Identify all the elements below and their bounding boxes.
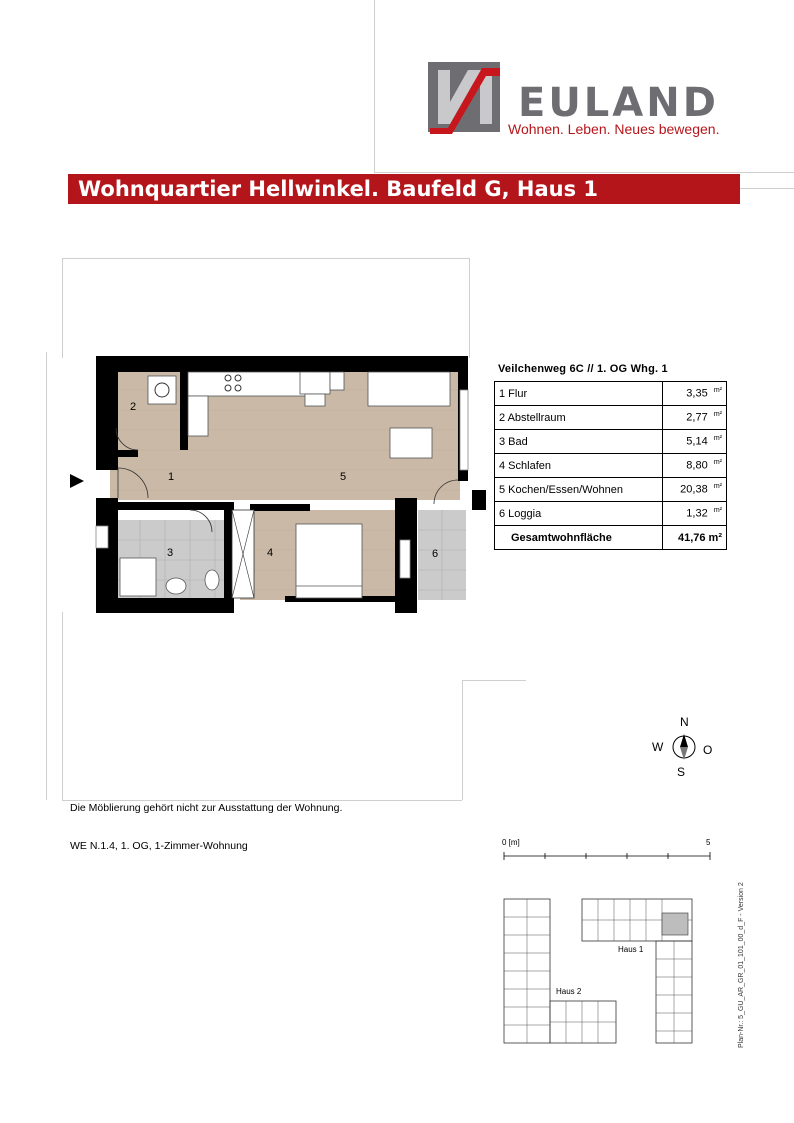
- scale-start: 0 [m]: [502, 838, 520, 847]
- room-number: 6: [432, 548, 439, 560]
- frame-line: [374, 172, 794, 173]
- scale-bar: [500, 850, 715, 862]
- plan-number: Plan-Nr.: 5_GU_AR_GR_01_101_00_d_F - Version 2: [738, 882, 745, 1048]
- room-area: 2,77 $^{m^2}$: [663, 406, 727, 430]
- frame-line: [62, 258, 63, 358]
- frame-line: [62, 258, 470, 259]
- apartment-highlight: [662, 913, 688, 935]
- table-row: [495, 430, 727, 454]
- logo-tagline: Wohnen. Leben. Neues bewegen.: [508, 121, 720, 137]
- room-area: 20,38 $^{m^2}$: [663, 478, 727, 502]
- house1-label: Haus 1: [618, 945, 644, 954]
- logo-n-mark: [428, 62, 508, 134]
- frame-line: [62, 612, 63, 800]
- neuland-logo: [428, 62, 740, 142]
- frame-line: [46, 352, 47, 800]
- frame-line: [62, 800, 462, 801]
- total-label: Gesamtwohnfläche: [495, 526, 663, 550]
- furniture-note: Die Möblierung gehört nicht zur Ausstattung der Wohnung.: [70, 802, 343, 814]
- room-area: 8,80 $^{m^2}$: [663, 454, 727, 478]
- table-row: [495, 454, 727, 478]
- table-row: [495, 478, 727, 502]
- house2-label: Haus 2: [556, 987, 582, 996]
- room-number: 2: [130, 401, 137, 413]
- table-row: [495, 502, 727, 526]
- room-label: 3 Bad: [495, 430, 663, 454]
- compass: [648, 712, 718, 782]
- unit-note: WE N.1.4, 1. OG, 1-Zimmer-Wohnung: [70, 840, 248, 852]
- total-area: 41,76 m²: [663, 526, 727, 550]
- room-number: 3: [167, 547, 174, 559]
- room-label: 1 Flur: [495, 382, 663, 406]
- compass-n: N: [680, 715, 689, 729]
- room-area: 1,32 $^{m^2}$: [663, 502, 727, 526]
- room-label: 5 Kochen/Essen/Wohnen: [495, 478, 663, 502]
- wall: [96, 356, 466, 372]
- table-title: Veilchenweg 6C // 1. OG Whg. 1: [498, 363, 668, 375]
- logo-name: EULAND: [518, 80, 719, 126]
- compass-s: S: [677, 765, 686, 779]
- entrance-arrow-icon: [70, 474, 84, 488]
- room-label: 6 Loggia: [495, 502, 663, 526]
- frame-line: [740, 188, 794, 189]
- room-label: 4 Schlafen: [495, 454, 663, 478]
- table-row: [495, 406, 727, 430]
- frame-line: [374, 0, 375, 172]
- total-row: [495, 526, 727, 550]
- page-title: Wohnquartier Hellwinkel. Baufeld G, Haus 1: [68, 174, 740, 204]
- frame-line: [469, 258, 470, 358]
- scale-end: 5: [706, 838, 711, 847]
- floor-plan: [60, 350, 500, 620]
- compass-w: W: [652, 740, 664, 754]
- compass-o: O: [703, 743, 713, 757]
- room-number: 1: [168, 471, 175, 483]
- frame-line: [462, 680, 526, 681]
- room-area: 5,14 $^{m^2}$: [663, 430, 727, 454]
- room-label: 2 Abstellraum: [495, 406, 663, 430]
- frame-line: [462, 680, 463, 800]
- room-number: 4: [267, 547, 274, 559]
- area-table: [494, 381, 727, 550]
- site-plan: [500, 895, 700, 1047]
- room-area: 3,35 $^{m^2}$: [663, 382, 727, 406]
- room-number: 5: [340, 471, 347, 483]
- table-row: [495, 382, 727, 406]
